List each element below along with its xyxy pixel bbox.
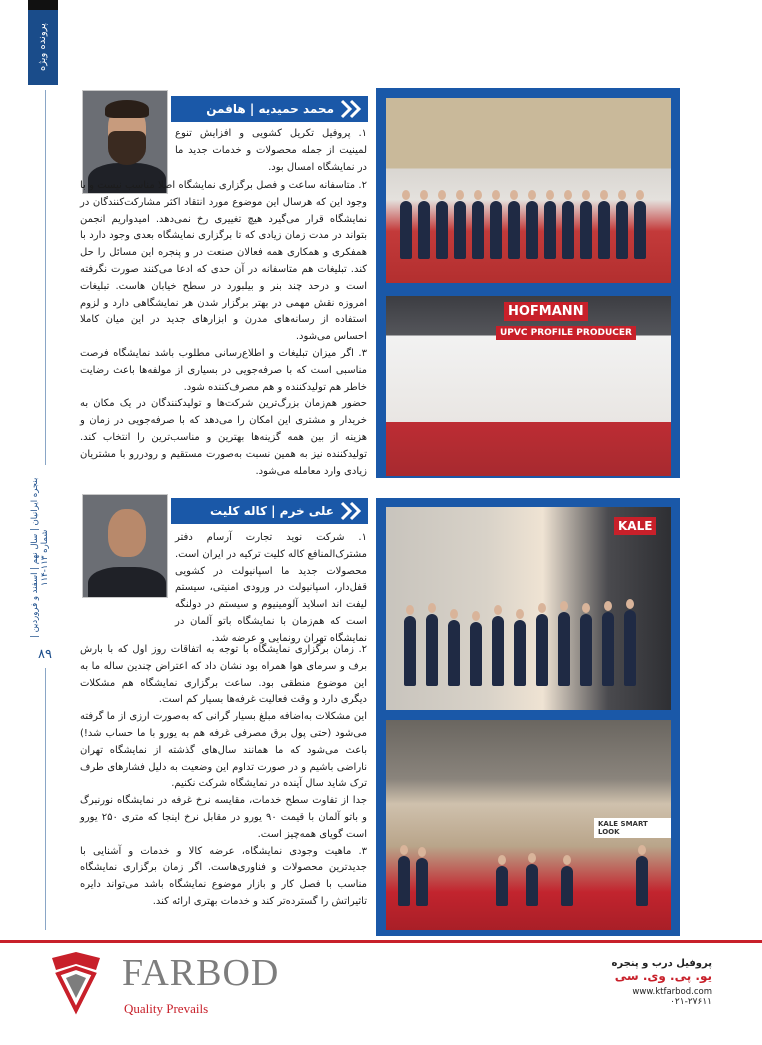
section-tab [28,10,58,85]
interview2-paragraph-3: این مشکلات به‌اضافه مبلغ بسیار گرانی که به‌صورت ارزی از ما گرفته می‌شود (حتی پول برق مصرفی غرفه هم به یورو با ما حساب شد!) باعث می‌شود که ما همانند سال‌های گذشته از نمایشگاه تهران ناراضی باشیم و در صورت تداوم این وضعیت به دلیل فشارهای طرف ترک شاید سال آینده در نمایشگاه شرکت نکنیم. [80,711,367,790]
booth-profile-sign: UPVC PROFILE PRODUCER [496,326,636,340]
margin-divider-bottom [45,668,46,930]
interview2-name: علی خرم | کاله کلیت [210,504,334,518]
exhibition-photo-team-2 [386,507,671,710]
farbod-logo-icon [48,950,104,1016]
footer-tagline: Quality Prevails [124,1001,209,1016]
exhibition-photo-booth-hofmann [386,296,671,476]
booth4-sign: KALE SMART LOOK [594,818,671,838]
section-tab-label: پرونده ویژه [37,23,48,72]
interview2-body [80,642,367,911]
footer-brand: FARBOD [122,952,280,994]
interview2-answer-1-start: ۱. شرکت نوید تجارت آرسام دفتر مشترک‌المنافع کاله کلیت ترکیه در ایران است. محصولات جدید ما اسپانیولت در کشویی قفل‌دار، اسپانیولت در ورودی امنیتی، سیستم لیفت اند اسلاید آلومینیوم و سیستم در دولنگه است که هم‌زمان با نمایشگاه باتو آلمان در نمایشگاه تهران رونمایی و عرضه شد. [175,532,367,644]
interview1-body [80,178,367,480]
exhibition-photo-booth-kale [386,720,671,930]
interview1-header [171,96,368,122]
tab-top-bar [28,0,58,10]
interview1-paragraph-4: حضور هم‌زمان بزرگ‌ترین شرکت‌ها و تولیدکنندگان در یک مکان به خریدار و مشتری این امکان را می‌دهد که با صرفه‌جویی در زمان و هزینه از بین همه گزینه‌ها بهترین و مناسب‌ترین را انتخاب کند. تولیدکننده نیز به همین نسبت به‌صورت مستقیم و رودررو با مشتریان زیادی وارد معامله می‌شود. [80,398,367,477]
interview2-answer-2: ۲. زمان برگزاری نمایشگاه با توجه به اتفاقات روز اول که با بارش برف و سرمای هوا همراه بود نشان داد که اعتراض چندین ساله ما به این موضوع منطقی بود. ساعت برگزاری نمایشگاه هم مشکلات دیگری دارد و وقت فعالیت غرفه‌ها بسیار کم است. [80,644,367,706]
exhibition-photo-team-1 [386,98,671,283]
ad-line-1: پروفیل درب و پنجره [611,958,712,969]
booth-brand-sign: HOFMANN [504,302,588,321]
photo-column-gap [376,478,680,498]
margin-divider-top [45,90,46,465]
ad-website: www.ktfarbod.com [632,987,712,997]
page-number: ۸۹ [38,647,52,662]
interview1-name: محمد حمیدیه | هافمن [206,102,334,116]
chevron-right-icon [338,501,364,521]
interview2-answer-3: ۳. ماهیت وجودی نمایشگاه، عرضه کالا و خدمات و آشنایی با جدیدترین محصولات و فناوری‌هاست. اگر زمان برگزاری نمایشگاه مناسب با فصل کار و بازار موضوع نمایشگاه باشد می‌تواند دایره تاثیراتش را گسترده‌تر کند و خدمات بهتری ارائه کند. [80,845,367,907]
interview2-paragraph-4: جدا از تفاوت سطح خدمات، مقایسه نرخ غرفه در نمایشگاه نورنبرگ و باتو آلمان با قیمت ۹۰ یورو در مقابل نرخ اینجا که متری ۲۵۰ یورو است گویای همه‌چیز است. [80,795,367,840]
footer-divider [0,940,762,943]
ad-line-2: یو. پی. وی. سی [614,969,712,983]
footer-ad [602,958,712,1007]
interview1-answer-3: ۳. اگر میزان تبلیغات و اطلاع‌رسانی مطلوب باشد نمایشگاه فرصت مناسبی است که با صرفه‌جویی در بسیاری از مولفه‌ها باعث رضایت خاطر هم تولیدکننده و هم مصرف‌کننده شود. [80,347,367,393]
issue-info: بنجره ایرانیان | سال نهم | اسفند و فروردین | شماره ۱۱۳-۱۱۴ [30,477,50,638]
interview1-answer-1: ۱. پروفیل تکریل کشویی و افزایش تنوع لمینیت از جمله محصولات و خدمات جدید ما در نمایشگاه امسال بود. [175,128,367,173]
chevron-right-icon [338,99,364,119]
ad-phone: ۰۲۱-۲۷۶۱۱ [670,997,712,1007]
interview1-answer-2: ۲. متاسفانه ساعت و فصل برگزاری نمایشگاه اصلا مناسب نیست و با وجود این که هرسال این موضوع مورد انتقاد اکثر مشارکت‌کنندگان در نمایشگاه قرار می‌گیرد هیچ تغییری رخ نمی‌دهد. امیدواریم انجمن بتواند در مدت زمان زیادی که تا برگزاری نمایشگاه بعدی وجود دارد با همفکری و همکاری همه فعالان صنعت در و پنجره این مسائل را حل کند. تبلیغات هم متاسفانه در آن حدی که ادعا می‌کنند صورت نگرفته است و درحد چند بنر و بیلبورد در سطح خیابان هاست. تبلیغات امروزه نقش مهمی در بهتر برگزار شدن هر نمایشگاهی دارد و لزوم استفاده از رسانه‌های مدرن و ابزارهای جدید در این میان کاملا احساس می‌شود. [80,180,367,343]
interview2-header [171,498,368,524]
portrait-ali-khorram [82,494,168,598]
booth3-sign: KALE [614,517,656,535]
